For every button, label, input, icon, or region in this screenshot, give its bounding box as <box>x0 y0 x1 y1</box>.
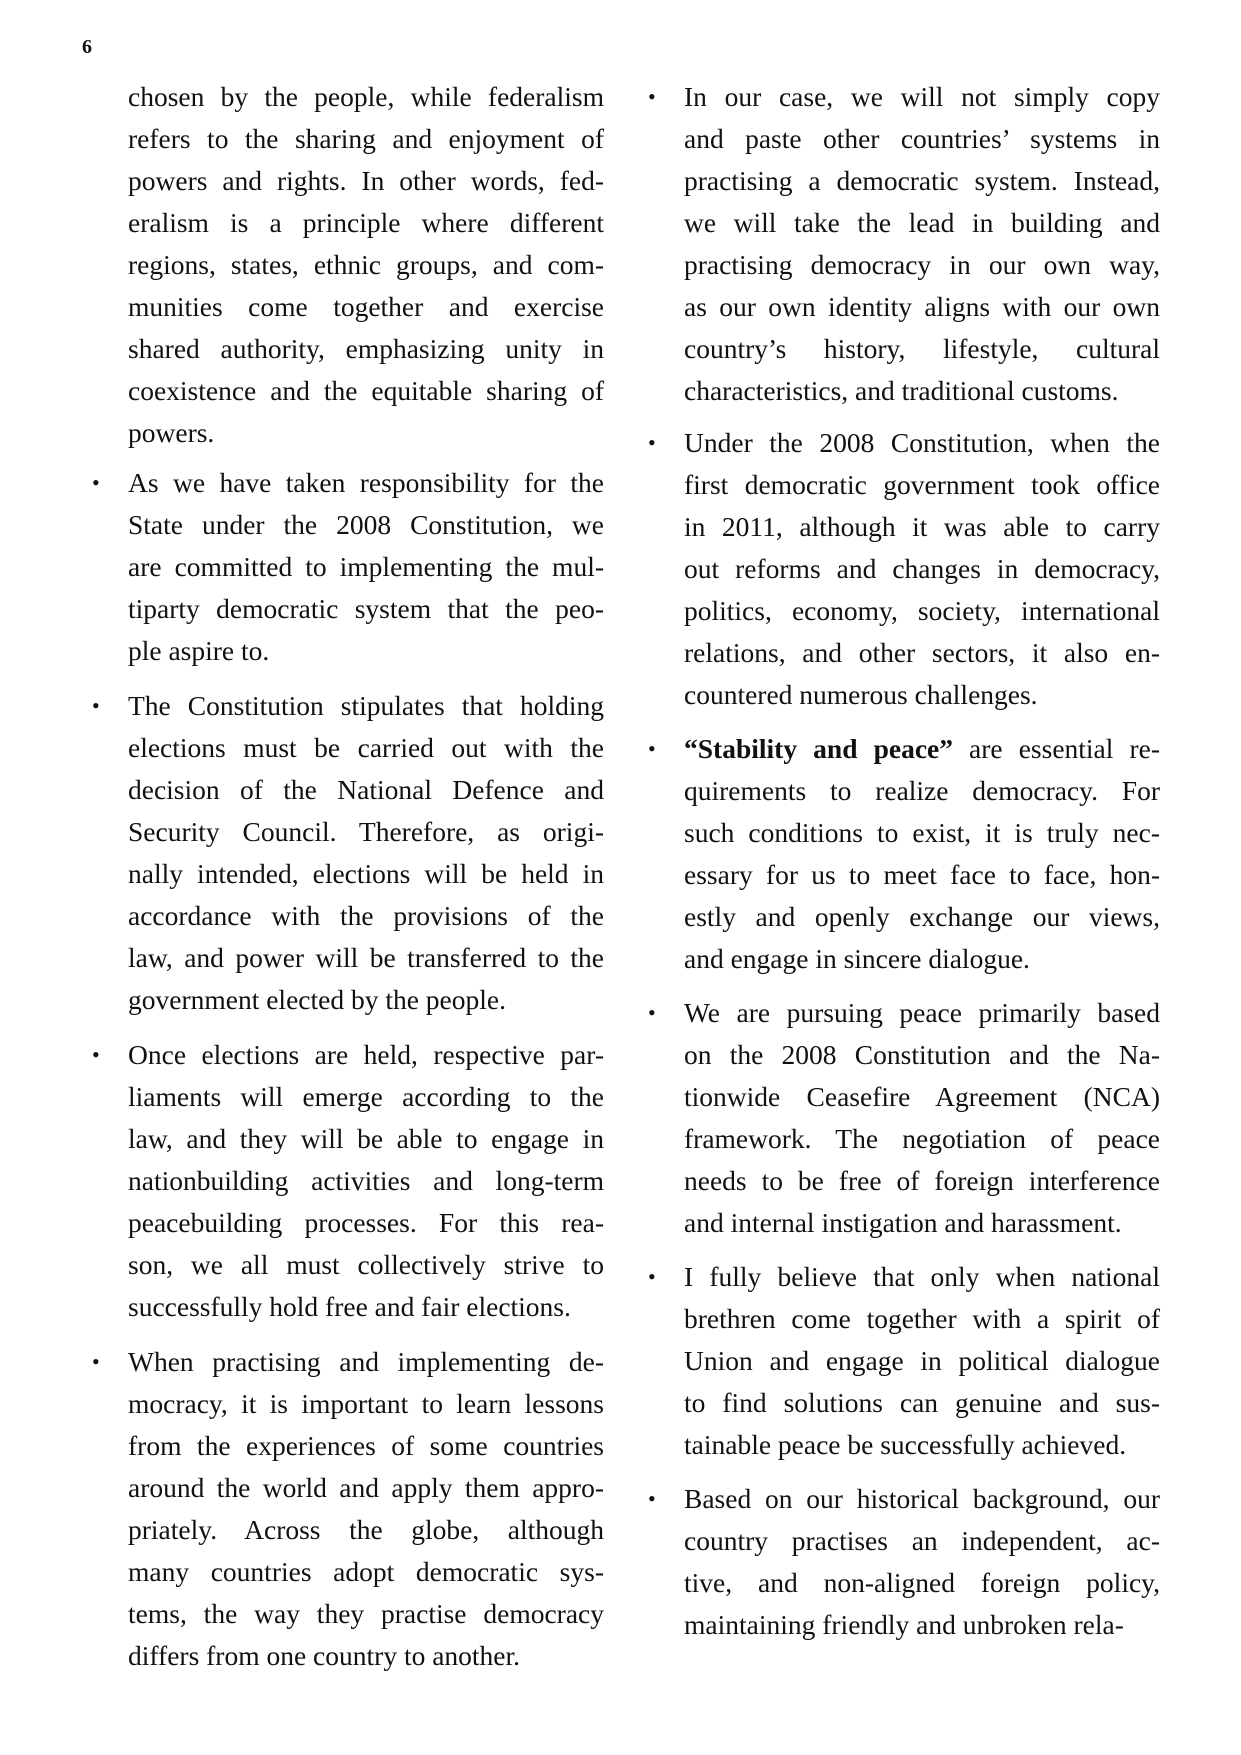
text-line: munities come together and exercise <box>128 291 604 322</box>
bullet-paragraph <box>648 422 1160 716</box>
text-line: Union and engage in political dialogue <box>684 1345 1160 1376</box>
bullet-paragraph <box>92 462 604 672</box>
text-line: nally intended, elections will be held in <box>128 858 604 889</box>
bullet-icon: • <box>648 430 656 455</box>
text-line: tive, and non-aligned foreign policy, <box>684 1567 1160 1598</box>
text-line: powers and rights. In other words, fed- <box>128 165 604 196</box>
text-line: needs to be free of foreign interference <box>684 1165 1160 1196</box>
bullet-icon: • <box>92 1042 100 1067</box>
text-line: law, and power will be transferred to the <box>128 942 604 973</box>
text-line: eralism is a principle where different <box>128 207 604 238</box>
bullet-icon: • <box>648 736 656 761</box>
text-line: estly and openly exchange our views, <box>684 901 1160 932</box>
right-column <box>648 76 1160 1658</box>
text-line: government elected by the people. <box>128 984 506 1015</box>
bullet-icon: • <box>92 470 100 495</box>
text-line: and paste other countries’ systems in <box>684 123 1160 154</box>
text-line: essary for us to meet face to face, hon- <box>684 859 1160 890</box>
text-line: country practises an independent, ac- <box>684 1525 1160 1556</box>
text-line: differs from one country to another. <box>128 1640 521 1671</box>
text-line: characteristics, and traditional customs. <box>684 375 1119 406</box>
bullet-paragraph <box>648 728 1160 980</box>
bullet-paragraph <box>648 76 1160 412</box>
text-line: Under the 2008 Constitution, when the <box>684 427 1160 458</box>
text-line: Security Council. Therefore, as origi- <box>128 816 604 847</box>
text-line: chosen by the people, while federalism <box>128 81 604 112</box>
bullet-icon: • <box>92 1349 100 1374</box>
text-line: priately. Across the globe, although <box>128 1514 604 1545</box>
bullet-paragraph <box>92 1034 604 1328</box>
text-line: out reforms and changes in democracy, <box>684 553 1160 584</box>
text-line: many countries adopt democratic sys- <box>128 1556 604 1587</box>
text-line: The Constitution stipulates that holding <box>128 690 604 721</box>
text-line: liaments will emerge according to the <box>128 1081 604 1112</box>
text-line: around the world and apply them appro- <box>128 1472 604 1503</box>
text-line: regions, states, ethnic groups, and com- <box>128 249 604 280</box>
bullet-icon: • <box>648 84 656 109</box>
bullet-paragraph <box>648 992 1160 1244</box>
text-line: in 2011, although it was able to carry <box>684 511 1160 542</box>
text-line: Based on our historical background, our <box>684 1483 1160 1514</box>
text-line: peacebuilding processes. For this rea- <box>128 1207 604 1238</box>
text-line: As we have taken responsibility for the <box>128 467 604 498</box>
text-line: powers. <box>128 417 215 448</box>
bullet-icon: • <box>648 1486 656 1511</box>
text-line: Once elections are held, respective par- <box>128 1039 604 1070</box>
paragraph <box>128 76 604 454</box>
text-line: such conditions to exist, it is truly nec- <box>684 817 1160 848</box>
text-line: accordance with the provisions of the <box>128 900 604 931</box>
text-line: and internal instigation and harassment. <box>684 1207 1122 1238</box>
bullet-paragraph <box>92 1341 604 1677</box>
text-line: brethren come together with a spirit of <box>684 1303 1160 1334</box>
bold-lead-text: “Stability and peace” <box>684 733 953 764</box>
text-line: elections must be carried out with the <box>128 732 604 763</box>
text-line: quirements to realize democracy. For <box>684 775 1160 806</box>
text-line: tiparty democratic system that the peo- <box>128 593 604 624</box>
text-line: on the 2008 Constitution and the Na- <box>684 1039 1160 1070</box>
text-line: son, we all must collectively strive to <box>128 1249 604 1280</box>
text-line: tems, the way they practise democracy <box>128 1598 604 1629</box>
text-line: and engage in sincere dialogue. <box>684 943 1030 974</box>
text-line: as our own identity aligns with our own <box>684 291 1160 322</box>
bullet-icon: • <box>648 1000 656 1025</box>
text-line: successfully hold free and fair elections. <box>128 1291 571 1322</box>
text-line: When practising and implementing de- <box>128 1346 604 1377</box>
bullet-paragraph <box>648 1256 1160 1466</box>
page-number: 6 <box>82 36 92 58</box>
bullet-paragraph <box>92 685 604 1021</box>
bullet-icon: • <box>92 693 100 718</box>
text-line: mocracy, it is important to learn lessons <box>128 1388 604 1419</box>
text-line: law, and they will be able to engage in <box>128 1123 604 1154</box>
text-line: tionwide Ceasefire Agreement (NCA) <box>684 1081 1160 1112</box>
text-line: refers to the sharing and enjoyment of <box>128 123 604 154</box>
text-line: first democratic government took office <box>684 469 1160 500</box>
text-line: politics, economy, society, international <box>684 595 1160 626</box>
text-line: ple aspire to. <box>128 635 270 666</box>
text-line: maintaining friendly and unbroken rela- <box>684 1609 1124 1640</box>
text-line: I fully believe that only when national <box>684 1261 1160 1292</box>
text-line: country’s history, lifestyle, cultural <box>684 333 1160 364</box>
text-line: shared authority, emphasizing unity in <box>128 333 604 364</box>
text-line: We are pursuing peace primarily based <box>684 997 1160 1028</box>
text-line: relations, and other sectors, it also en- <box>684 637 1160 668</box>
text-line: practising democracy in our own way, <box>684 249 1160 280</box>
text-line: In our case, we will not simply copy <box>684 81 1160 112</box>
text-line: tainable peace be successfully achieved. <box>684 1429 1127 1460</box>
text-line: nationbuilding activities and long-term <box>128 1165 604 1196</box>
text-line: countered numerous challenges. <box>684 679 1038 710</box>
text-line: practising a democratic system. Instead, <box>684 165 1160 196</box>
text-line: framework. The negotiation of peace <box>684 1123 1160 1154</box>
text-line: “Stability and peace” are essential re- <box>684 733 1160 764</box>
text-line: coexistence and the equitable sharing of <box>128 375 604 406</box>
text-line: decision of the National Defence and <box>128 774 604 805</box>
text-line: are committed to implementing the mul- <box>128 551 604 582</box>
bullet-paragraph <box>648 1478 1160 1646</box>
text-line: to find solutions can genuine and sus- <box>684 1387 1160 1418</box>
text-line: State under the 2008 Constitution, we <box>128 509 604 540</box>
text-line: we will take the lead in building and <box>684 207 1160 238</box>
bullet-icon: • <box>648 1264 656 1289</box>
left-column <box>92 76 604 1689</box>
text-line: from the experiences of some countries <box>128 1430 604 1461</box>
